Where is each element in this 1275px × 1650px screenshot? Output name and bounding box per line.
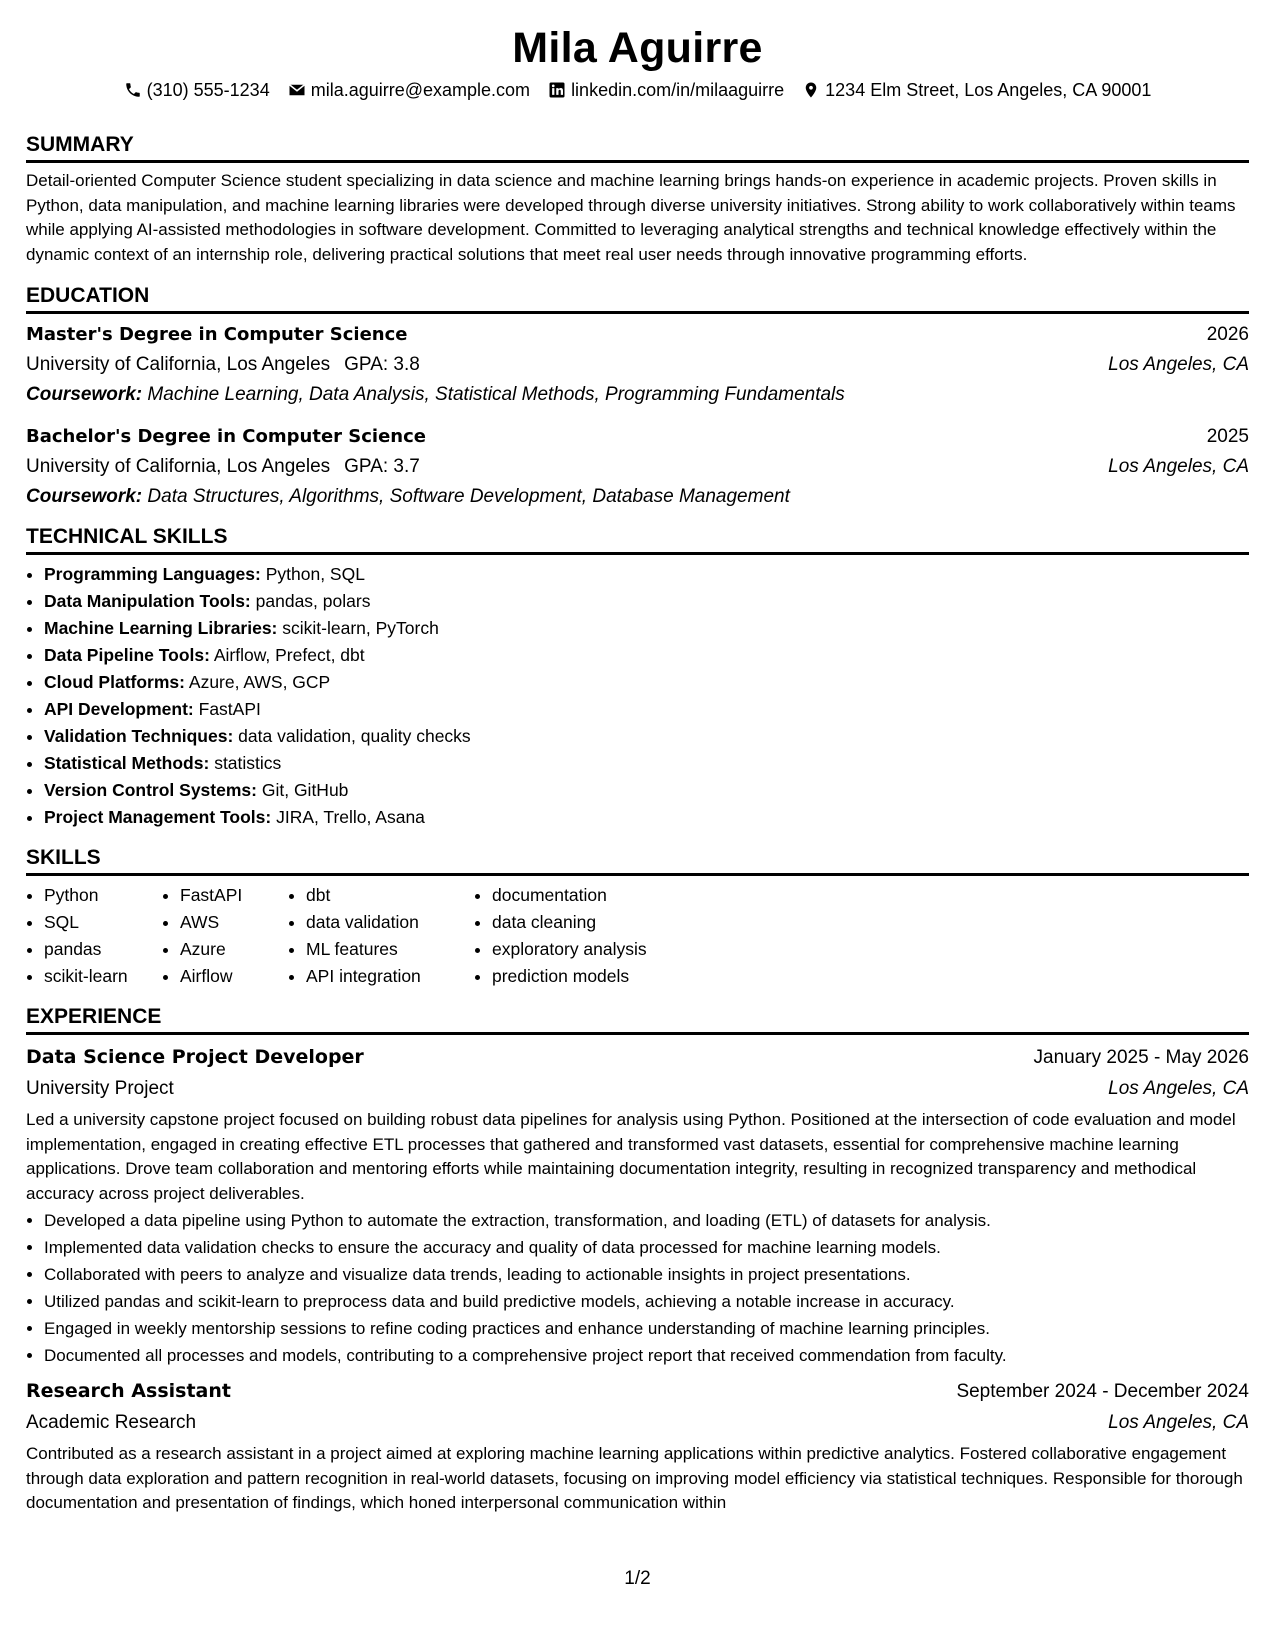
list-item: • dbt xyxy=(306,882,474,909)
technical-skills-section xyxy=(26,524,1249,831)
skills-column xyxy=(26,882,162,990)
coursework xyxy=(26,482,1249,512)
gpa: GPA: 3.8 xyxy=(344,354,420,375)
contact-bar xyxy=(26,78,1249,102)
phone-icon xyxy=(124,81,142,99)
coursework-label: Coursework: xyxy=(26,486,143,507)
education-section xyxy=(26,283,1249,512)
list-item xyxy=(44,750,1249,777)
list-item: • Engaged in weekly mentorship sessions to refine coding practices and enhance understanding of machine learning principles. xyxy=(44,1315,1249,1342)
university-name: University of California, Los Angeles xyxy=(26,354,331,375)
list-item: • Airflow xyxy=(180,963,288,990)
graduation-year: 2025 xyxy=(1206,426,1249,447)
job-description: Led a university capstone project focused on building robust data pipelines for analysis using Python. Positioned at the intersection of code evaluation and model implementation, engaged in creating effective ETL processes that gathered and transformed vast datasets, essential for comprehensive machine learning applications. Drove team collaboration and mentoring efforts while maintaining documentation integrity, resulting in recognized transparency and methodical accuracy across project deliverables. xyxy=(26,1110,1236,1203)
job-title: Data Science Project Developer xyxy=(26,1046,364,1068)
section-title-technical-skills: TECHNICAL SKILLS xyxy=(26,524,1249,555)
section-title-summary: SUMMARY xyxy=(26,132,1249,163)
experience-entry xyxy=(26,1041,1249,1369)
list-item: • Python xyxy=(44,882,162,909)
list-item xyxy=(44,777,1249,804)
skill-label: Project Management Tools: xyxy=(44,807,272,827)
list-item: • Developed a data pipeline using Python to automate the extraction, transformation, and loading (ETL) of datasets for analysis. xyxy=(44,1207,1249,1234)
list-item: • Collaborated with peers to analyze and visualize data trends, leading to actionable insights in project presentations. xyxy=(44,1261,1249,1288)
skill-label: Cloud Platforms: xyxy=(44,672,185,692)
list-item: • prediction models xyxy=(492,963,647,990)
list-item: • SQL xyxy=(44,909,162,936)
linkedin-text: linkedin.com/in/milaaguirre xyxy=(571,80,785,100)
skill-value: Airflow, Prefect, dbt xyxy=(213,645,365,665)
skill-value: Python, SQL xyxy=(265,564,365,584)
list-item: • Utilized pandas and scikit-learn to preprocess data and build predictive models, achieving a notable increase in accuracy. xyxy=(44,1288,1249,1315)
list-item: • AWS xyxy=(180,909,288,936)
contact-address xyxy=(802,78,1151,102)
candidate-name: Mila Aguirre xyxy=(512,24,763,72)
skills-column xyxy=(474,882,647,990)
envelope-icon xyxy=(288,81,306,99)
skill-label: Machine Learning Libraries: xyxy=(44,618,278,638)
skill-label: Data Manipulation Tools: xyxy=(44,591,251,611)
summary-text: Detail-oriented Computer Science student specializing in data science and machine learning brings hands-on experience in academic projects. Proven skills in Python, data manipulation, and machine learning libraries were developed through diverse university initiatives. Strong ability to work collaboratively within teams while applying AI-assisted methodologies in software development. Committed to leveraging analytical strengths and technical knowledge effectively within the dynamic context of an internship role, delivering practical solutions that meet real user needs through innovative programming efforts. xyxy=(26,171,1236,264)
section-title-experience: EXPERIENCE xyxy=(26,1004,1249,1035)
job-description: Contributed as a research assistant in a project aimed at exploring machine learning applications within predictive analytics. Fostered collaborative engagement through data exploration and pattern recognition in real-world datasets, focusing on improving model efficiency via statistical techniques. Responsible for thorough documentation and presentation of findings, which honed interpersonal communication within xyxy=(26,1444,1243,1512)
list-item xyxy=(44,804,1249,831)
list-item: • data cleaning xyxy=(492,909,647,936)
skill-label: Data Pipeline Tools: xyxy=(44,645,210,665)
skill-label: API Development: xyxy=(44,699,194,719)
contact-email[interactable] xyxy=(288,78,530,102)
degree: Master's Degree in Computer Science xyxy=(26,324,408,345)
degree: Bachelor's Degree in Computer Science xyxy=(26,426,426,447)
list-item: • Documented all processes and models, contributing to a comprehensive project report that received commendation from faculty. xyxy=(44,1342,1249,1369)
address-text: 1234 Elm Street, Los Angeles, CA 90001 xyxy=(825,80,1152,100)
skill-value: pandas, polars xyxy=(255,591,371,611)
job-title: Research Assistant xyxy=(26,1380,231,1402)
education-entry xyxy=(26,320,1249,410)
list-item: • FastAPI xyxy=(180,882,288,909)
list-item xyxy=(44,615,1249,642)
skill-label: Statistical Methods: xyxy=(44,753,210,773)
coursework-label: Coursework: xyxy=(26,384,143,405)
list-item xyxy=(44,588,1249,615)
university xyxy=(26,452,420,482)
contact-phone[interactable] xyxy=(124,78,270,102)
list-item: • ML features xyxy=(306,936,474,963)
section-title-skills: SKILLS xyxy=(26,845,1249,876)
experience-entry xyxy=(26,1375,1249,1516)
list-item xyxy=(44,561,1249,588)
job-dates: September 2024 - December 2024 xyxy=(956,1381,1249,1402)
skill-label: Validation Techniques: xyxy=(44,726,234,746)
list-item: • documentation xyxy=(492,882,647,909)
linkedin-icon xyxy=(548,81,566,99)
list-item: • Implemented data validation checks to ensure the accuracy and quality of data processed for machine learning models. xyxy=(44,1234,1249,1261)
list-item: • pandas xyxy=(44,936,162,963)
skill-value: scikit-learn, PyTorch xyxy=(282,618,439,638)
job-organization: Academic Research xyxy=(26,1412,197,1433)
skill-value: Git, GitHub xyxy=(261,780,349,800)
page-number: 1/2 xyxy=(624,1568,651,1589)
coursework-list: Data Structures, Algorithms, Software Development, Database Management xyxy=(147,486,790,507)
skill-value: JIRA, Trello, Asana xyxy=(276,807,425,827)
list-item: • scikit-learn xyxy=(44,963,162,990)
skills-column xyxy=(288,882,474,990)
list-item xyxy=(44,669,1249,696)
location: Los Angeles, CA xyxy=(1108,354,1249,375)
coursework xyxy=(26,380,1249,410)
list-item: • Azure xyxy=(180,936,288,963)
university-name: University of California, Los Angeles xyxy=(26,456,331,477)
section-title-education: EDUCATION xyxy=(26,283,1249,314)
coursework-list: Machine Learning, Data Analysis, Statistical Methods, Programming Fundamentals xyxy=(147,384,845,405)
skills-columns xyxy=(26,882,1249,990)
list-item: • API integration xyxy=(306,963,474,990)
graduation-year: 2026 xyxy=(1206,324,1249,345)
skill-value: data validation, quality checks xyxy=(238,726,471,746)
skills-section xyxy=(26,845,1249,990)
skills-column xyxy=(162,882,288,990)
university xyxy=(26,350,420,380)
skill-label: Version Control Systems: xyxy=(44,780,257,800)
skill-label: Programming Languages: xyxy=(44,564,261,584)
technical-skills-list xyxy=(26,561,1249,831)
summary-section xyxy=(26,132,1249,267)
job-organization: University Project xyxy=(26,1078,174,1099)
list-item xyxy=(44,642,1249,669)
gpa: GPA: 3.7 xyxy=(344,456,420,477)
job-location: Los Angeles, CA xyxy=(1108,1412,1249,1433)
list-item xyxy=(44,696,1249,723)
skill-value: Azure, AWS, GCP xyxy=(188,672,331,692)
experience-section xyxy=(26,1004,1249,1516)
phone-text: (310) 555-1234 xyxy=(146,80,270,100)
location: Los Angeles, CA xyxy=(1108,456,1249,477)
skill-value: statistics xyxy=(214,753,282,773)
list-item: • data validation xyxy=(306,909,474,936)
contact-linkedin[interactable] xyxy=(548,78,784,102)
list-item xyxy=(44,723,1249,750)
map-pin-icon xyxy=(802,81,820,99)
skill-value: FastAPI xyxy=(198,699,261,719)
job-dates: January 2025 - May 2026 xyxy=(1033,1047,1249,1068)
email-text: mila.aguirre@example.com xyxy=(310,80,531,100)
list-item: • exploratory analysis xyxy=(492,936,647,963)
job-location: Los Angeles, CA xyxy=(1108,1078,1249,1099)
education-entry xyxy=(26,422,1249,512)
job-bullets xyxy=(26,1207,1249,1369)
